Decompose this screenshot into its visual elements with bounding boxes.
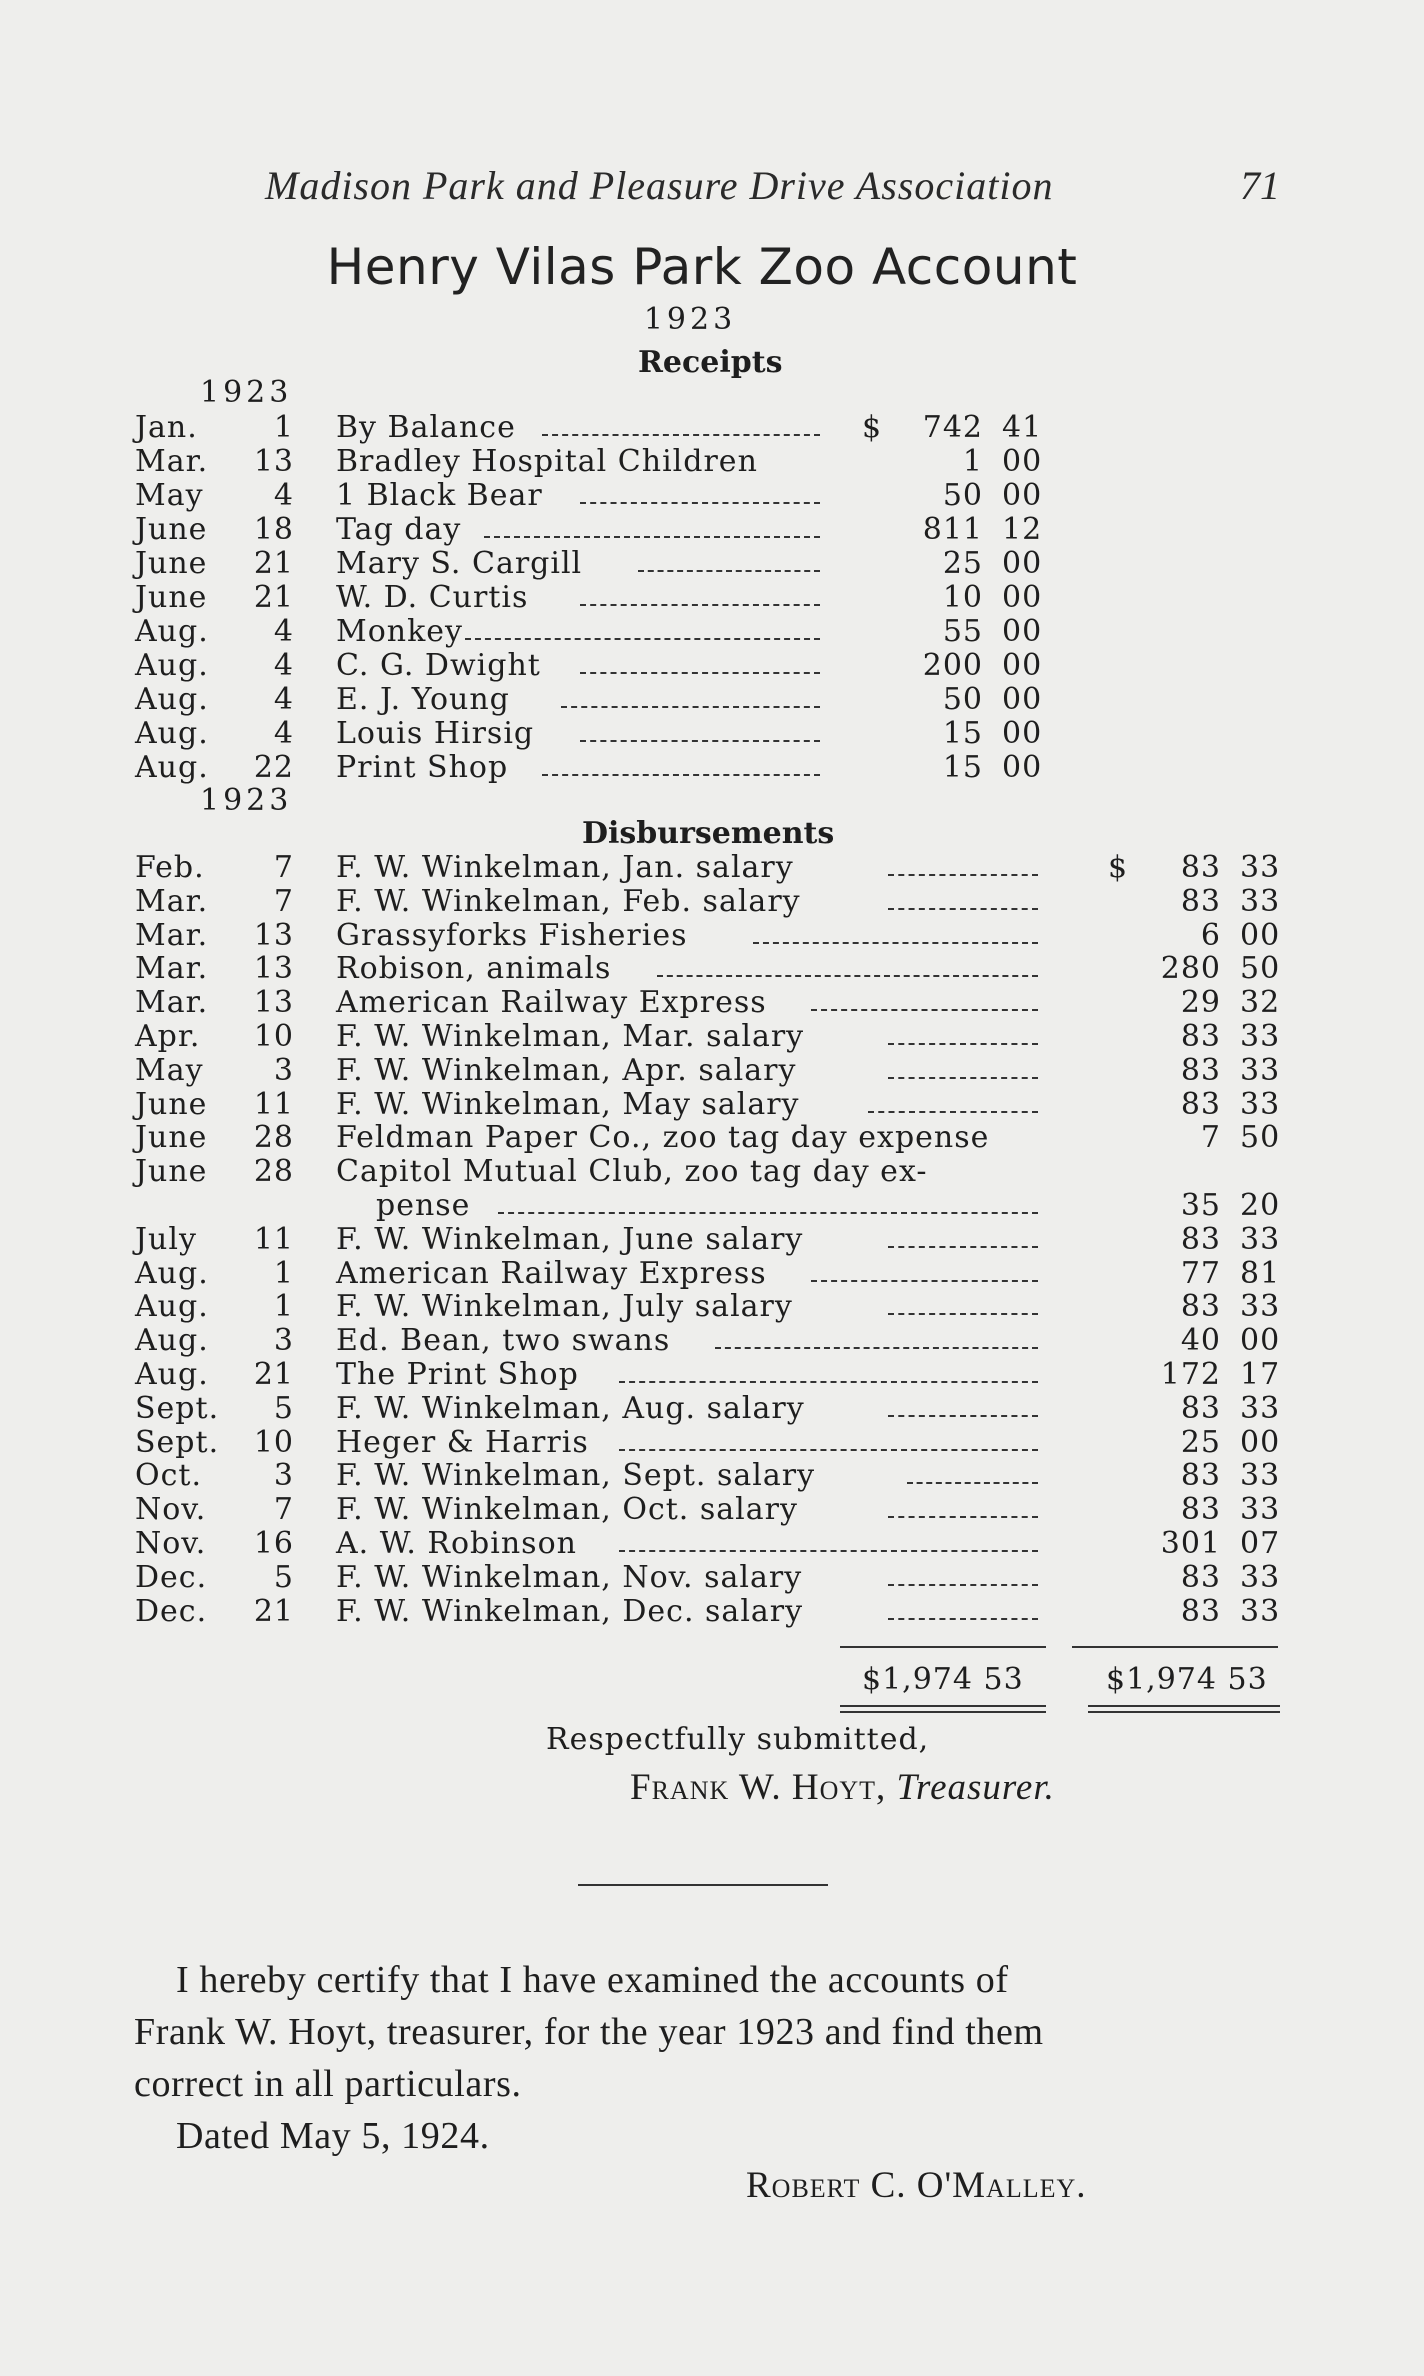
disbursements-row [0, 951, 1424, 985]
receipts-row [0, 682, 1424, 716]
entry-cents: 50 [1240, 951, 1281, 987]
dotted-leader [498, 1212, 1038, 1214]
entry-month: Mar. [135, 444, 209, 479]
entry-dollars: 25 [1180, 1424, 1221, 1460]
entry-day: 7 [273, 883, 294, 919]
entry-dollars: 200 [922, 648, 983, 683]
entry-cents: 00 [1002, 478, 1043, 513]
entry-day: 3 [273, 1458, 294, 1494]
entry-dollars: 29 [1180, 985, 1221, 1021]
entry-day: 10 [253, 1424, 294, 1460]
entry-day: 1 [273, 1255, 294, 1291]
disbursements-row-continuation [0, 1188, 1424, 1222]
entry-description: Tag day [336, 512, 462, 547]
entry-cents: 20 [1240, 1188, 1281, 1223]
entry-dollars: 83 [1180, 1390, 1221, 1426]
dotted-leader [888, 874, 1038, 876]
page-title: Henry Vilas Park Zoo Account [326, 238, 1078, 296]
entry-dollars: 50 [942, 478, 983, 513]
entry-description: F. W. Winkelman, Nov. salary [336, 1559, 803, 1595]
entry-cents: 00 [1002, 444, 1043, 479]
entry-dollars: 10 [942, 580, 983, 615]
entry-description: Ed. Bean, two swans [336, 1323, 671, 1359]
entry-month: Nov. [135, 1492, 207, 1528]
entry-month: Dec. [135, 1559, 208, 1595]
dotted-leader [580, 502, 820, 504]
entry-dollars: 55 [942, 614, 983, 649]
disbursements-year: 1923 [200, 783, 293, 818]
entry-dollars: 40 [1180, 1323, 1221, 1359]
disbursements-row [0, 1154, 1424, 1188]
receipts-total-rule [840, 1646, 1046, 1648]
entry-day: 13 [253, 985, 294, 1021]
entry-dollars: 301 [1160, 1526, 1221, 1561]
dotted-leader [888, 1043, 1038, 1045]
entry-cents: 12 [1002, 512, 1043, 547]
receipts-heading: Receipts [638, 345, 783, 380]
entry-day: 4 [273, 478, 294, 513]
disbursements-row [0, 1357, 1424, 1391]
entry-cents: 00 [1002, 580, 1043, 615]
entry-month: June [135, 512, 208, 547]
entry-cents: 50 [1240, 1120, 1281, 1156]
entry-description: 1 Black Bear [336, 478, 543, 513]
entry-month: Mar. [135, 951, 209, 987]
entry-day: 13 [253, 444, 294, 479]
entry-dollars: 25 [942, 546, 983, 581]
receipts-row [0, 614, 1424, 648]
dotted-leader [753, 942, 1038, 944]
dotted-leader [811, 1009, 1038, 1011]
disbursements-heading: Disbursements [582, 816, 835, 851]
entry-description: F. W. Winkelman, Oct. salary [336, 1492, 798, 1528]
entry-month: Feb. [135, 850, 205, 885]
entry-day: 18 [253, 512, 294, 547]
entry-month: Oct. [135, 1458, 202, 1494]
entry-month: Aug. [135, 1357, 209, 1392]
entry-month: May [135, 478, 204, 513]
entry-cents: 00 [1002, 648, 1043, 683]
entry-description: F. W. Winkelman, Aug. salary [336, 1390, 805, 1426]
entry-day: 7 [273, 1492, 294, 1528]
entry-day: 28 [253, 1120, 294, 1156]
disbursements-row [0, 1323, 1424, 1357]
treasurer-signature [630, 1766, 1055, 1809]
entry-cents: 00 [1002, 716, 1043, 751]
dotted-leader [619, 1381, 1038, 1383]
entry-day: 1 [273, 410, 294, 445]
entry-cents: 41 [1002, 410, 1043, 445]
dotted-leader [868, 1111, 1038, 1113]
entry-month: Aug. [135, 682, 209, 717]
certification-line-3: correct in all particulars. [134, 2063, 522, 2105]
dotted-leader [907, 1482, 1038, 1484]
entry-dollars: 6 [1200, 917, 1221, 953]
entry-day: 21 [253, 1593, 294, 1629]
respectfully-submitted: Respectfully submitted, [546, 1722, 930, 1757]
auditor-signature: Robert C. O'Malley. [746, 2165, 1087, 2206]
entry-cents: 00 [1240, 1424, 1281, 1460]
entry-description: W. D. Curtis [336, 580, 529, 615]
entry-day: 21 [253, 580, 294, 615]
entry-dollars: 280 [1160, 951, 1221, 987]
dotted-leader [888, 1246, 1038, 1248]
receipts-row [0, 546, 1424, 580]
certification-line-2: Frank W. Hoyt, treasurer, for the year 1923 and find them [134, 2011, 1044, 2053]
entry-month: Aug. [135, 614, 209, 649]
entry-cents: 00 [1002, 750, 1043, 785]
entry-description: Capitol Mutual Club, zoo tag day ex- [336, 1154, 928, 1190]
disbursements-row [0, 1526, 1424, 1560]
dotted-leader [638, 570, 820, 572]
entry-cents: 33 [1240, 1492, 1281, 1528]
entry-description: F. W. Winkelman, July salary [336, 1289, 793, 1325]
disbursements-row [0, 1256, 1424, 1290]
disbursements-row [0, 1594, 1424, 1628]
running-title: Madison Park and Pleasure Drive Association [265, 163, 1054, 208]
entry-day: 13 [253, 917, 294, 953]
entry-cents: 33 [1240, 1221, 1281, 1257]
currency-sign: $ [862, 410, 883, 445]
entry-day: 21 [253, 1357, 294, 1392]
dotted-leader [715, 1347, 1038, 1349]
entry-month: Jan. [135, 410, 198, 445]
disbursements-row [0, 1560, 1424, 1594]
entry-cents: 00 [1002, 546, 1043, 581]
entry-dollars: 83 [1180, 1458, 1221, 1494]
entry-day: 16 [253, 1526, 294, 1561]
entry-description: F. W. Winkelman, Feb. salary [336, 883, 801, 919]
entry-description: American Railway Express [336, 985, 767, 1021]
disbursements-double-rule [1088, 1705, 1280, 1713]
entry-description: E. J. Young [336, 682, 510, 717]
receipts-row [0, 478, 1424, 512]
receipts-row [0, 750, 1424, 784]
entry-day: 4 [273, 614, 294, 649]
entry-cents: 33 [1240, 1086, 1281, 1122]
entry-cents: 32 [1240, 985, 1281, 1021]
entry-day: 4 [273, 682, 294, 717]
dotted-leader [580, 740, 820, 742]
dotted-leader [580, 672, 820, 674]
entry-month: June [135, 1154, 208, 1190]
disbursements-row [0, 884, 1424, 918]
entry-dollars: 15 [942, 750, 983, 785]
disbursements-row [0, 1120, 1424, 1154]
entry-description: Mary S. Cargill [336, 546, 583, 581]
currency-sign: $ [1108, 850, 1129, 885]
dotted-leader [888, 1313, 1038, 1315]
certification-date: Dated May 5, 1924. [176, 2115, 490, 2157]
dotted-leader [888, 1415, 1038, 1417]
disbursements-row [0, 1425, 1424, 1459]
entry-dollars: 83 [1180, 1019, 1221, 1054]
entry-month: Aug. [135, 716, 209, 751]
entry-description: Louis Hirsig [336, 716, 535, 751]
entry-cents: 33 [1240, 1559, 1281, 1595]
entry-month: July [135, 1221, 197, 1257]
page-number: 71 [1240, 163, 1280, 208]
receipts-double-rule [840, 1705, 1046, 1713]
entry-dollars: 77 [1180, 1255, 1221, 1291]
entry-cents: 33 [1240, 1289, 1281, 1325]
section-divider [578, 1884, 828, 1886]
entry-day: 28 [253, 1154, 294, 1190]
dotted-leader [484, 536, 820, 538]
entry-month: June [135, 1120, 208, 1156]
entry-month: June [135, 546, 208, 581]
entry-dollars: 83 [1180, 883, 1221, 919]
entry-month: Mar. [135, 917, 209, 953]
entry-month: Mar. [135, 883, 209, 919]
entry-dollars: 1 [962, 444, 983, 479]
entry-description: A. W. Robinson [336, 1526, 577, 1561]
entry-day: 4 [273, 716, 294, 751]
entry-dollars: 742 [922, 410, 983, 445]
receipts-row [0, 410, 1424, 444]
dotted-leader [811, 1280, 1038, 1282]
entry-dollars: 7 [1200, 1120, 1221, 1156]
entry-description: Grassyforks Fisheries [336, 917, 688, 953]
entry-description: F. W. Winkelman, June salary [336, 1221, 804, 1257]
entry-description: F. W. Winkelman, Sept. salary [336, 1458, 816, 1494]
receipts-row [0, 512, 1424, 546]
entry-day: 13 [253, 951, 294, 987]
disbursements-total-rule [1072, 1646, 1278, 1648]
entry-description: Print Shop [336, 750, 509, 785]
disbursements-row [0, 918, 1424, 952]
entry-day: 3 [273, 1323, 294, 1359]
dotted-leader [657, 975, 1038, 977]
entry-description: Feldman Paper Co., zoo tag day expense [336, 1120, 990, 1156]
entry-month: June [135, 1086, 208, 1122]
disbursements-row [0, 1019, 1424, 1053]
entry-description: F. W. Winkelman, Mar. salary [336, 1019, 805, 1054]
entry-dollars: 83 [1180, 1492, 1221, 1528]
entry-dollars: 83 [1180, 1559, 1221, 1595]
entry-dollars: 35 [1180, 1188, 1221, 1223]
dotted-leader [888, 1584, 1038, 1586]
disbursements-row [0, 850, 1424, 884]
entry-day: 7 [273, 850, 294, 885]
entry-day: 5 [273, 1390, 294, 1426]
entry-month: Aug. [135, 1255, 209, 1291]
entry-dollars: 811 [922, 512, 983, 547]
disbursements-total: $1,974 53 [1106, 1662, 1268, 1697]
entry-day: 22 [253, 750, 294, 785]
entry-cents: 00 [1002, 682, 1043, 717]
entry-month: Apr. [135, 1019, 201, 1054]
receipts-row [0, 444, 1424, 478]
entry-month: Aug. [135, 750, 209, 785]
dotted-leader [888, 1618, 1038, 1620]
disbursements-row [0, 1087, 1424, 1121]
treasurer-title: Treasurer. [896, 1767, 1055, 1808]
dotted-leader [580, 604, 820, 606]
dotted-leader [619, 1449, 1038, 1451]
entry-description: Monkey [336, 614, 463, 649]
entry-cents: 33 [1240, 1593, 1281, 1629]
receipts-row [0, 648, 1424, 682]
entry-cents: 00 [1240, 1323, 1281, 1359]
entry-month: Mar. [135, 985, 209, 1021]
entry-cents: 33 [1240, 850, 1281, 885]
dotted-leader [888, 1077, 1038, 1079]
disbursements-row [0, 1458, 1424, 1492]
entry-cents: 33 [1240, 1390, 1281, 1426]
entry-day: 3 [273, 1052, 294, 1088]
entry-month: May [135, 1052, 204, 1088]
entry-day: 21 [253, 546, 294, 581]
receipts-year: 1923 [200, 375, 293, 410]
entry-cents: 17 [1240, 1357, 1281, 1392]
entry-cents: 33 [1240, 883, 1281, 919]
entry-month: Dec. [135, 1593, 208, 1629]
entry-description-continued: pense [376, 1188, 471, 1223]
dotted-leader [561, 706, 820, 708]
entry-month: Aug. [135, 1323, 209, 1359]
dotted-leader [888, 908, 1038, 910]
receipts-row [0, 716, 1424, 750]
entry-cents: 33 [1240, 1458, 1281, 1494]
entry-dollars: 83 [1180, 850, 1221, 885]
entry-description: F. W. Winkelman, Apr. salary [336, 1052, 797, 1088]
entry-cents: 81 [1240, 1255, 1281, 1291]
entry-description: F. W. Winkelman, May salary [336, 1086, 800, 1122]
disbursements-row [0, 1289, 1424, 1323]
entry-description: Robison, animals [336, 951, 612, 987]
entry-description: The Print Shop [336, 1357, 579, 1392]
dotted-leader [888, 1516, 1038, 1518]
entry-description: Bradley Hospital Children [336, 444, 758, 479]
entry-description: C. G. Dwight [336, 648, 541, 683]
dotted-leader [465, 638, 820, 640]
entry-dollars: 83 [1180, 1593, 1221, 1629]
dotted-leader [542, 434, 820, 436]
disbursements-row [0, 1222, 1424, 1256]
entry-day: 4 [273, 648, 294, 683]
entry-dollars: 172 [1160, 1357, 1221, 1392]
treasurer-name: Frank W. Hoyt, [630, 1767, 887, 1808]
entry-day: 10 [253, 1019, 294, 1054]
entry-dollars: 83 [1180, 1052, 1221, 1088]
entry-cents: 33 [1240, 1052, 1281, 1088]
entry-month: Sept. [135, 1424, 220, 1460]
entry-month: June [135, 580, 208, 615]
entry-cents: 00 [1240, 917, 1281, 953]
entry-month: Sept. [135, 1390, 220, 1426]
entry-cents: 33 [1240, 1019, 1281, 1054]
entry-month: Nov. [135, 1526, 207, 1561]
entry-dollars: 83 [1180, 1086, 1221, 1122]
entry-description: By Balance [336, 410, 516, 445]
receipts-row [0, 580, 1424, 614]
entry-description: F. W. Winkelman, Dec. salary [336, 1593, 804, 1629]
disbursements-row [0, 985, 1424, 1019]
disbursements-row [0, 1053, 1424, 1087]
entry-cents: 07 [1240, 1526, 1281, 1561]
disbursements-row [0, 1492, 1424, 1526]
entry-description: American Railway Express [336, 1255, 767, 1291]
dotted-leader [619, 1550, 1038, 1552]
certification-line-1: I hereby certify that I have examined the accounts of [176, 1959, 1009, 2001]
entry-dollars: 50 [942, 682, 983, 717]
entry-dollars: 83 [1180, 1289, 1221, 1325]
entry-description: F. W. Winkelman, Jan. salary [336, 850, 794, 885]
entry-month: Aug. [135, 648, 209, 683]
entry-day: 11 [253, 1221, 294, 1257]
entry-dollars: 83 [1180, 1221, 1221, 1257]
account-year: 1923 [643, 302, 737, 337]
dotted-leader [542, 774, 820, 776]
entry-day: 1 [273, 1289, 294, 1325]
entry-month: Aug. [135, 1289, 209, 1325]
entry-description: Heger & Harris [336, 1424, 589, 1460]
disbursements-row [0, 1391, 1424, 1425]
entry-dollars: 15 [942, 716, 983, 751]
receipts-total: $1,974 53 [862, 1662, 1024, 1697]
entry-cents: 00 [1002, 614, 1043, 649]
entry-day: 5 [273, 1559, 294, 1595]
entry-day: 11 [253, 1086, 294, 1122]
